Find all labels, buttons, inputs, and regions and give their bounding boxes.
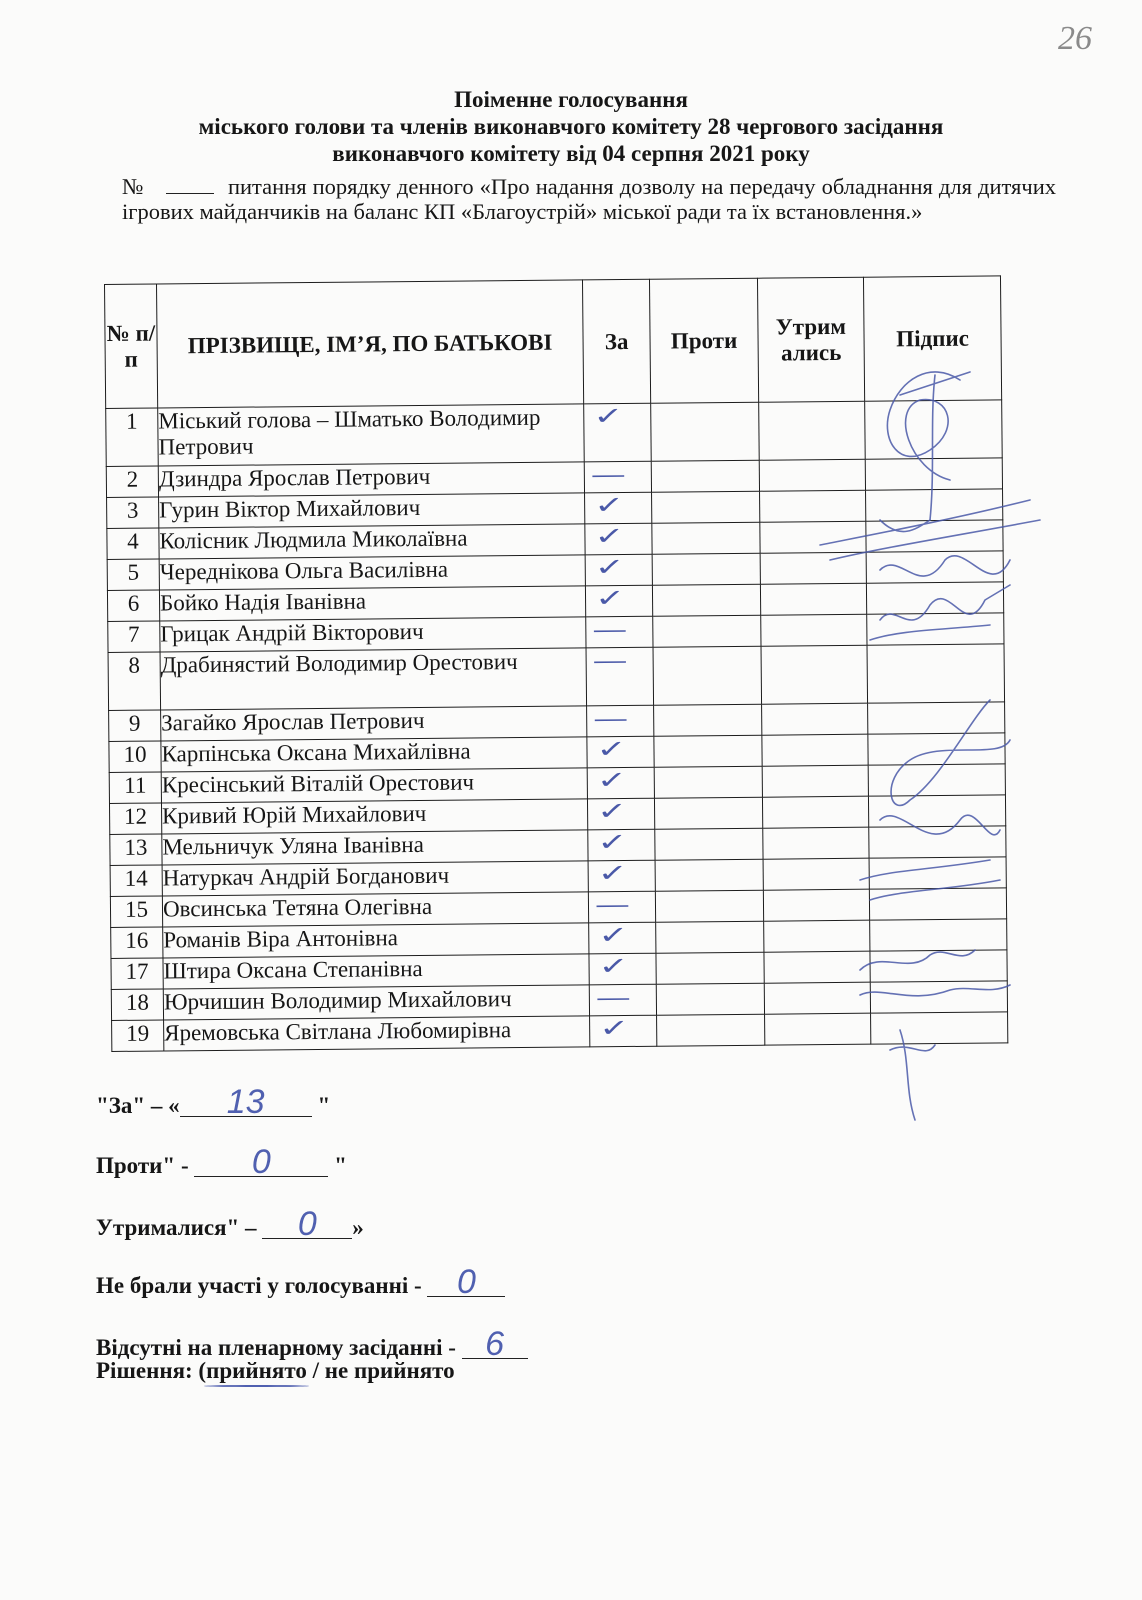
vote-against-cell [651, 402, 760, 461]
row-number: 6 [107, 590, 159, 621]
summary-absent [96, 1325, 528, 1363]
vote-against-cell [653, 646, 762, 705]
row-number: 7 [108, 621, 160, 652]
summary-not-voted-label: Не брали участі у голосуванні - [96, 1273, 428, 1298]
tick-mark-icon: ✓ [598, 920, 629, 950]
row-number: 9 [109, 710, 161, 741]
vote-for-cell [585, 492, 652, 524]
vote-against-cell [654, 704, 762, 736]
summary-decision [96, 1358, 455, 1384]
vote-for-cell [584, 461, 651, 493]
row-number: 5 [107, 559, 159, 590]
dash-mark-icon: — [595, 985, 632, 1012]
vote-for-cell [587, 705, 654, 737]
member-name: Гурин Віктор Михайлович [159, 493, 585, 528]
vote-abstained-cell [764, 951, 870, 983]
vote-abstained-cell [763, 889, 869, 921]
document-title: Поіменне голосування [454, 87, 688, 112]
agenda-question [122, 174, 1056, 224]
decision-rest: / не прийнято [306, 1358, 455, 1383]
summary-for-label: "За" – « [96, 1093, 180, 1118]
tick-mark-icon: ✓ [594, 522, 625, 551]
vote-for-cell [585, 523, 652, 555]
signature-cell [869, 857, 1006, 889]
vote-against-cell [656, 921, 764, 953]
tick-mark-icon: ✓ [597, 859, 628, 888]
summary-against-label: Проти" - [96, 1153, 195, 1178]
member-name: Романів Віра Антонівна [163, 923, 589, 958]
table-row [106, 400, 1003, 467]
vote-against-cell [655, 890, 763, 922]
signature-cell [870, 919, 1007, 951]
vote-for-cell [587, 798, 654, 830]
row-number: 17 [111, 958, 163, 989]
vote-abstained-cell [762, 703, 868, 735]
signature-cell [870, 950, 1007, 982]
vote-for-cell [589, 922, 656, 954]
row-number: 4 [107, 528, 159, 559]
vote-table [104, 275, 1008, 1052]
member-name: Кривий Юрій Михайлович [161, 799, 587, 834]
table-row [108, 644, 1005, 711]
vote-against-cell [652, 522, 760, 554]
vote-abstained-cell [759, 401, 866, 460]
member-name: Мельничук Уляна Іванівна [162, 830, 588, 865]
decision-prefix: Рішення: ( [96, 1358, 207, 1383]
vote-abstained-cell [762, 765, 868, 797]
dash-mark-icon: — [590, 462, 626, 489]
vote-for-cell [588, 829, 655, 861]
header-number: № п/п [105, 284, 158, 408]
vote-abstained-cell [761, 645, 868, 704]
vote-abstained-cell [763, 858, 869, 890]
signature-cell [868, 733, 1005, 765]
row-number: 18 [111, 989, 163, 1020]
row-number: 13 [110, 834, 162, 865]
vote-for-cell [587, 736, 654, 768]
signature-cell [867, 644, 1005, 703]
dash-mark-icon: — [592, 648, 628, 675]
row-number: 16 [111, 927, 163, 958]
row-number: 19 [112, 1020, 164, 1051]
vote-against-cell [654, 735, 762, 767]
tick-mark-icon: ✓ [597, 828, 628, 857]
tick-mark-icon: ✓ [594, 553, 625, 582]
vote-for-cell [587, 767, 654, 799]
member-name: Штира Оксана Степанівна [163, 954, 589, 989]
member-name: Загайко Ярослав Петрович [161, 706, 587, 741]
summary-not-voted [96, 1263, 505, 1301]
row-number: 1 [106, 408, 159, 466]
vote-abstained-cell [765, 1013, 871, 1045]
vote-abstained-cell [763, 827, 869, 859]
member-name: Натуркач Андрій Богданович [162, 861, 588, 896]
tick-mark-icon: ✓ [593, 402, 624, 431]
summary-absent-value: 6 [462, 1330, 528, 1359]
member-name: Яремовська Світлана Любомирівна [164, 1016, 590, 1051]
summary-absent-label: Відсутні на пленарному засіданні - [96, 1335, 462, 1360]
document-date-line: виконавчого комітету від 04 серпня 2021 року [332, 141, 810, 166]
vote-abstained-cell [760, 552, 866, 584]
member-name: Кресінський Віталій Орестович [161, 768, 587, 803]
summary-abstained [96, 1205, 364, 1243]
question-text: питання порядку денного «Про надання дозволу на передачу обладнання для дитячих ігрових майданчиків на баланс КП «Благоустрій» міської ради та їх встановлення.» [122, 174, 1057, 224]
dash-mark-icon: — [592, 706, 629, 733]
vote-for-cell [585, 585, 652, 617]
dash-mark-icon: — [592, 617, 628, 644]
vote-against-cell [652, 584, 760, 616]
signature-cell [869, 826, 1006, 858]
question-number-blank [166, 177, 214, 194]
page-number: 26 [1058, 20, 1092, 57]
vote-abstained-cell [760, 583, 866, 615]
row-number: 8 [108, 652, 161, 710]
signature-cell [868, 764, 1005, 796]
vote-abstained-cell [760, 490, 866, 522]
vote-for-cell [585, 554, 652, 586]
vote-abstained-cell [760, 521, 866, 553]
signature-cell [866, 551, 1003, 583]
summary-against-value: 0 [194, 1148, 328, 1177]
signature-cell [867, 613, 1004, 645]
vote-abstained-cell [764, 982, 870, 1014]
signature-cell [866, 582, 1003, 614]
member-name: Карпінська Оксана Михайлівна [161, 737, 587, 772]
summary-against-end: " [328, 1153, 347, 1178]
vote-against-cell [654, 766, 762, 798]
dash-mark-icon: — [594, 892, 631, 919]
row-number: 12 [109, 803, 161, 834]
vote-against-cell [655, 828, 763, 860]
decision-accepted: прийнято [206, 1358, 307, 1383]
question-number-sign: № [122, 174, 144, 199]
vote-abstained-cell [762, 734, 868, 766]
summary-abstained-value: 0 [262, 1210, 352, 1239]
tick-mark-icon: ✓ [598, 1013, 630, 1043]
vote-against-cell [653, 615, 761, 647]
member-name: Колісник Людмила Миколаївна [159, 524, 585, 559]
signature-cell [866, 489, 1003, 521]
vote-against-cell [657, 1014, 765, 1046]
summary-abstained-label: Утрималися" – [96, 1215, 263, 1240]
header-name: ПРІЗВИЩЕ, ІМ’Я, ПО БАТЬКОВІ [157, 280, 584, 408]
summary-against [96, 1143, 347, 1181]
row-number: 11 [109, 772, 161, 803]
header-against: Проти [649, 278, 758, 403]
vote-for-cell [588, 891, 655, 923]
tick-mark-icon: ✓ [596, 797, 628, 826]
summary-for-end: " [311, 1093, 331, 1118]
summary-not-voted-value: 0 [427, 1268, 505, 1297]
vote-for-cell [586, 647, 654, 706]
header-abstained: Утрим ались [757, 277, 864, 402]
tick-mark-icon: ✓ [598, 951, 629, 981]
vote-against-cell [656, 952, 764, 984]
signature-cell [869, 888, 1006, 920]
row-number: 14 [110, 865, 162, 896]
member-name: Овсинська Тетяна Олегівна [162, 892, 588, 927]
vote-against-cell [654, 797, 762, 829]
member-name: Дзиндра Ярослав Петрович [158, 462, 584, 497]
vote-for-cell [584, 403, 652, 462]
row-number: 10 [109, 741, 161, 772]
header-signature: Підпис [863, 276, 1001, 401]
vote-abstained-cell [764, 920, 870, 952]
vote-against-cell [655, 859, 763, 891]
summary-for [96, 1083, 331, 1121]
signature-cell [871, 1012, 1008, 1044]
vote-abstained-cell [761, 614, 867, 646]
member-name: Бойко Надія Іванівна [159, 586, 585, 621]
vote-for-cell [590, 1015, 657, 1047]
vote-against-cell [652, 553, 760, 585]
member-name: Череднікова Ольга Василівна [159, 555, 585, 590]
member-name: Міський голова – Шматько Володимир Петрович [158, 404, 585, 466]
row-number: 15 [110, 896, 162, 927]
signature-cell [865, 458, 1002, 490]
vote-abstained-cell [762, 796, 868, 828]
vote-for-cell [586, 616, 653, 648]
member-name: Грицак Андрій Вікторович [160, 617, 586, 652]
vote-against-cell [656, 983, 764, 1015]
member-name: Драбинястий Володимир Орестович [160, 648, 587, 710]
vote-for-cell [589, 984, 656, 1016]
vote-for-cell [588, 860, 655, 892]
vote-against-cell [651, 460, 759, 492]
tick-mark-icon: ✓ [594, 584, 626, 613]
signature-cell [866, 520, 1003, 552]
signature-cell [868, 795, 1005, 827]
signature-cell [868, 702, 1005, 734]
summary-abstained-end: » [352, 1215, 364, 1240]
vote-against-cell [652, 491, 760, 523]
member-name: Юрчишин Володимир Михайлович [163, 985, 589, 1020]
row-number: 2 [106, 466, 158, 497]
vote-table-header [105, 276, 1002, 409]
signature-cell [870, 981, 1007, 1013]
row-number: 3 [107, 497, 159, 528]
vote-abstained-cell [759, 459, 865, 491]
summary-for-value: 13 [180, 1088, 312, 1117]
tick-mark-icon: ✓ [596, 735, 627, 764]
document-subtitle: міського голови та членів виконавчого комітету 28 чергового засідання [198, 114, 944, 139]
header-for: За [582, 279, 650, 404]
vote-for-cell [589, 953, 656, 985]
tick-mark-icon: ✓ [593, 491, 625, 520]
signature-cell [865, 400, 1003, 459]
tick-mark-icon: ✓ [596, 766, 627, 795]
